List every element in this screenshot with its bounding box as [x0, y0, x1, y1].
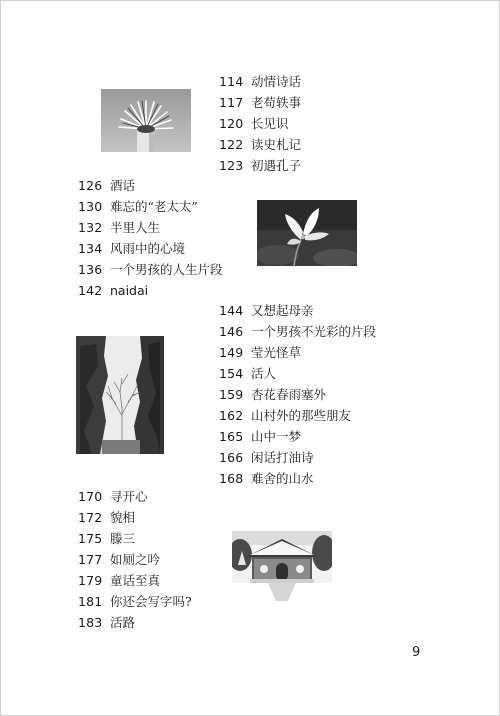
canyon-photo: [76, 336, 164, 454]
toc-entry[interactable]: [78, 592, 192, 612]
toc-title: 一个男孩的人生片段: [110, 262, 223, 277]
toc-page-number: 134: [78, 241, 103, 256]
toc-title: 貌相: [110, 510, 136, 525]
toc-page-number: 132: [78, 220, 103, 235]
toc-page-number: 183: [78, 615, 103, 630]
toc-entry[interactable]: [219, 406, 351, 426]
toc-title: 活路: [110, 615, 136, 630]
toc-entry[interactable]: [78, 218, 160, 238]
toc-entry[interactable]: [219, 301, 314, 321]
toc-entry[interactable]: [78, 239, 185, 259]
toc-entry[interactable]: [78, 529, 135, 549]
toc-entry[interactable]: [78, 487, 148, 507]
toc-title: 如厕之吟: [110, 552, 161, 567]
toc-page-number: 179: [78, 573, 103, 588]
toc-entry[interactable]: [219, 322, 376, 342]
toc-entry[interactable]: [219, 114, 289, 134]
toc-page-number: 177: [78, 552, 103, 567]
toc-title: 初遇孔子: [251, 158, 302, 173]
toc-page-number: 123: [219, 158, 244, 173]
toc-page-number: 130: [78, 199, 103, 214]
toc-title: 风雨中的心境: [110, 241, 186, 256]
sculpture-photo: [101, 89, 191, 152]
toc-title: 闲话打油诗: [251, 450, 314, 465]
toc-page-number: 122: [219, 137, 244, 152]
toc-title: 半里人生: [110, 220, 161, 235]
temple-photo: [232, 531, 332, 601]
toc-page-number: 168: [219, 471, 244, 486]
toc-page-number: 170: [78, 489, 103, 504]
toc-title: 莹光怪草: [251, 345, 302, 360]
toc-page-number: 120: [219, 116, 244, 131]
toc-entry[interactable]: [219, 343, 301, 363]
toc-title: 滕三: [110, 531, 136, 546]
toc-entry[interactable]: [78, 176, 135, 196]
toc-entry[interactable]: [78, 571, 160, 591]
toc-title: 长见识: [251, 116, 289, 131]
toc-entry[interactable]: [219, 448, 314, 468]
toc-title: 山中一梦: [251, 429, 302, 444]
toc-entry[interactable]: [219, 93, 301, 113]
flower-photo: [257, 200, 357, 266]
toc-title: 难舍的山水: [251, 471, 314, 486]
toc-title: 又想起母亲: [251, 303, 314, 318]
toc-entry[interactable]: [219, 427, 301, 447]
toc-page-number: 166: [219, 450, 244, 465]
toc-entry[interactable]: [78, 197, 198, 217]
toc-entry[interactable]: [78, 550, 160, 570]
toc-title: 山村外的那些朋友: [251, 408, 352, 423]
toc-entry[interactable]: [219, 385, 326, 405]
toc-entry[interactable]: [78, 613, 135, 633]
toc-title: 读史札记: [251, 137, 302, 152]
toc-page-number: 142: [78, 283, 103, 298]
toc-page-number: 172: [78, 510, 103, 525]
toc-page-number: 146: [219, 324, 244, 339]
toc-entry[interactable]: [219, 135, 301, 155]
toc-page-number: 117: [219, 95, 244, 110]
toc-title: 寻开心: [110, 489, 148, 504]
toc-page-number: 149: [219, 345, 244, 360]
toc-title: 一个男孩不光彩的片段: [251, 324, 377, 339]
toc-page-number: 165: [219, 429, 244, 444]
toc-title: 酒话: [110, 178, 136, 193]
toc-entry[interactable]: [219, 72, 301, 92]
toc-page-number: 144: [219, 303, 244, 318]
toc-page-number: 162: [219, 408, 244, 423]
toc-title: naidai: [110, 283, 149, 298]
toc-page-number: 126: [78, 178, 103, 193]
toc-title: 动情诗话: [251, 74, 302, 89]
toc-title: 活人: [251, 366, 277, 381]
toc-page-number: 154: [219, 366, 244, 381]
toc-entry[interactable]: [219, 469, 314, 489]
toc-page-number: 175: [78, 531, 103, 546]
toc-entry[interactable]: [78, 281, 148, 301]
toc-entry[interactable]: [78, 508, 135, 528]
toc-page-number: 136: [78, 262, 103, 277]
toc-entry[interactable]: [219, 364, 276, 384]
toc-title: 老苟轶事: [251, 95, 302, 110]
toc-page-number: 114: [219, 74, 244, 89]
toc-title: 难忘的“老太太”: [110, 199, 198, 214]
toc-entry[interactable]: [78, 260, 223, 280]
page-number: 9: [412, 645, 421, 660]
toc-page-number: 181: [78, 594, 103, 609]
toc-title: 杏花春雨塞外: [251, 387, 327, 402]
toc-entry[interactable]: [219, 156, 301, 176]
toc-page-number: 159: [219, 387, 244, 402]
toc-title: 你还会写字吗?: [110, 594, 192, 609]
toc-title: 童话至真: [110, 573, 161, 588]
